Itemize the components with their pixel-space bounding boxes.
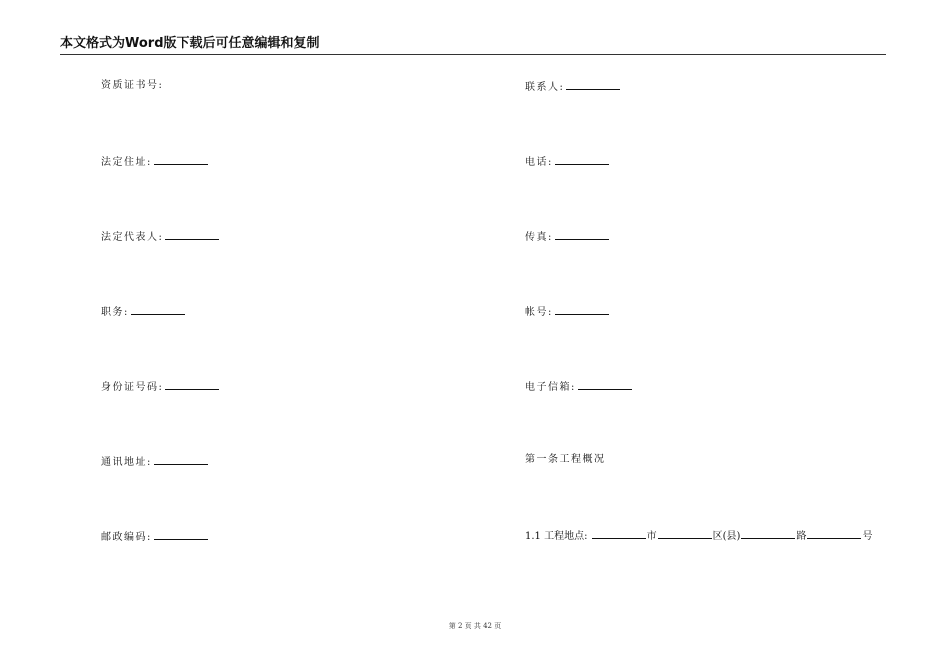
- field-phone: [525, 155, 609, 169]
- field-label: 身份证号码:: [101, 382, 164, 393]
- field-label: 邮政编码:: [101, 532, 152, 543]
- field-mailing-address: [101, 455, 208, 469]
- field-label: 法定住址:: [101, 157, 152, 168]
- field-position: [101, 305, 185, 319]
- field-contact-person: [525, 80, 620, 94]
- district-blank[interactable]: [658, 529, 712, 539]
- field-legal-representative: [101, 230, 219, 244]
- page-footer: 第 2 页 共 42 页: [448, 622, 502, 630]
- fill-in-blank[interactable]: [154, 455, 208, 465]
- unit-road: 路: [796, 531, 807, 542]
- section-heading: 第一条工程概况: [525, 454, 606, 465]
- field-fax: [525, 230, 609, 244]
- fill-in-blank[interactable]: [131, 305, 185, 315]
- fill-in-blank[interactable]: [154, 155, 208, 165]
- fill-in-blank[interactable]: [555, 305, 609, 315]
- fill-in-blank[interactable]: [165, 380, 219, 390]
- field-account: [525, 305, 609, 319]
- field-qualification-cert: [101, 80, 163, 92]
- field-label: 电话:: [525, 157, 553, 168]
- fill-in-blank[interactable]: [555, 155, 609, 165]
- field-label: 法定代表人:: [101, 232, 164, 243]
- unit-number: 号: [862, 531, 873, 542]
- number-blank[interactable]: [807, 529, 861, 539]
- unit-district: 区(县): [712, 531, 741, 542]
- field-postal-code: [101, 530, 208, 544]
- field-label: 帐号:: [525, 307, 553, 318]
- unit-city: 市: [646, 531, 657, 542]
- road-blank[interactable]: [741, 529, 795, 539]
- address-prefix: 1.1 工程地点:: [525, 531, 588, 542]
- fill-in-blank[interactable]: [578, 380, 632, 390]
- field-label: 资质证书号:: [101, 80, 164, 91]
- field-label: 职务:: [101, 307, 129, 318]
- field-label: 传真:: [525, 232, 553, 243]
- fill-in-blank[interactable]: [555, 230, 609, 240]
- field-legal-address: [101, 155, 208, 169]
- header-title: 本文格式为Word版下载后可任意编辑和复制: [60, 36, 320, 51]
- field-email: [525, 380, 632, 394]
- project-location-line: [525, 529, 872, 543]
- fill-in-blank[interactable]: [165, 230, 219, 240]
- field-label: 电子信箱:: [525, 382, 576, 393]
- field-id-number: [101, 380, 219, 394]
- field-label: 通讯地址:: [101, 457, 152, 468]
- page-header: [60, 36, 886, 55]
- field-label: 联系人:: [525, 82, 565, 93]
- fill-in-blank[interactable]: [154, 530, 208, 540]
- city-blank[interactable]: [592, 529, 646, 539]
- fill-in-blank[interactable]: [566, 80, 620, 90]
